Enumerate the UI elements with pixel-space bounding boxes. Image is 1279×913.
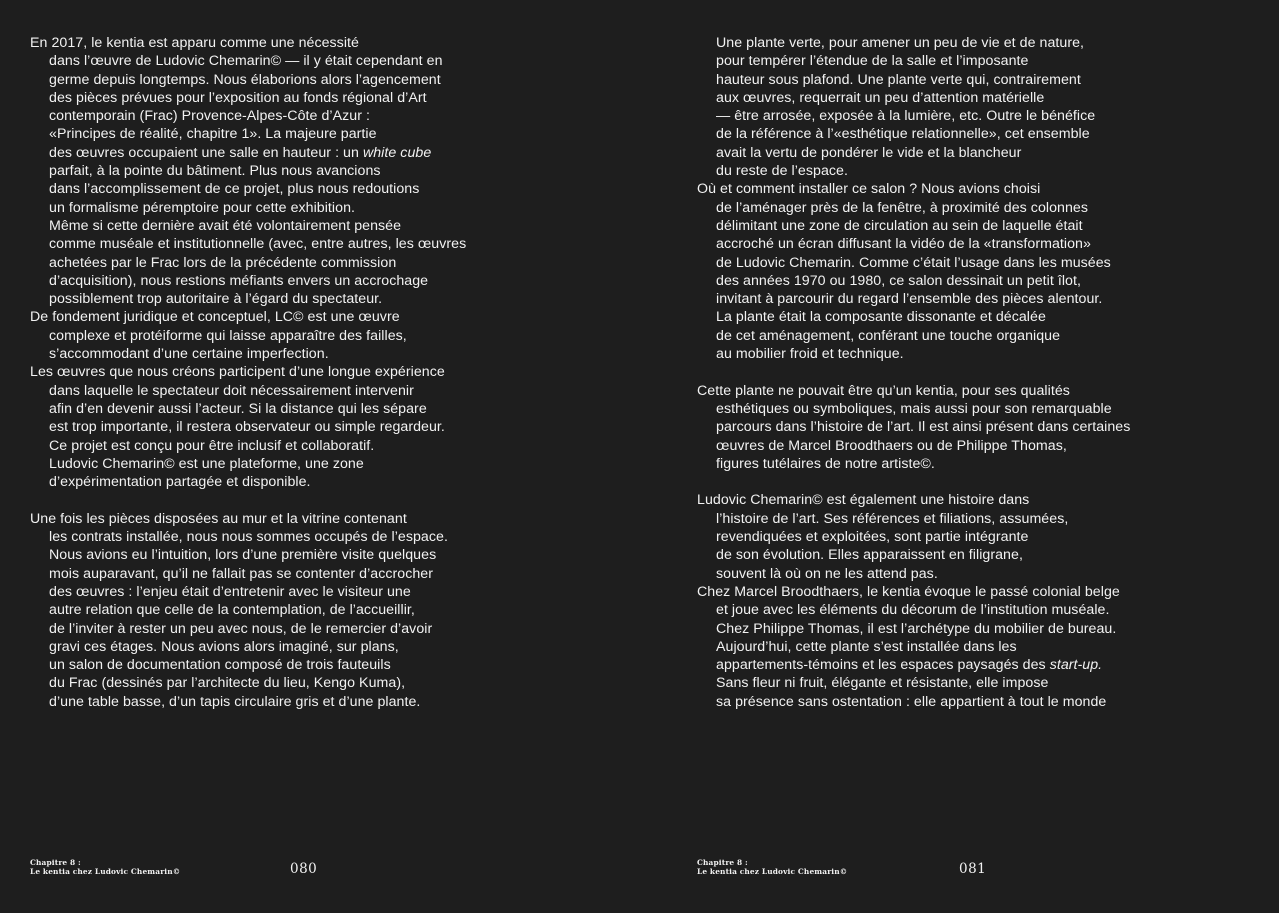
- text-line: Une fois les pièces disposées au mur et la vitrine contenant: [30, 510, 407, 527]
- text-line: Aujourd’hui, cette plante s’est installée dans les: [716, 638, 1017, 655]
- text-line: [697, 656, 1130, 674]
- text-line: s’accommodant d’une certaine imperfection.: [49, 346, 329, 363]
- text-line: figures tutélaires de notre artiste©.: [716, 455, 935, 472]
- page-number: 081: [959, 861, 987, 877]
- text-line: En 2017, le kentia est apparu comme une nécessité: [30, 35, 359, 51]
- text-line: accroché un écran diffusant la vidéo de la «transformation»: [716, 236, 1091, 253]
- text-line: et joue avec les éléments du décorum de l’institution muséale.: [716, 602, 1110, 619]
- text-line: contemporain (Frac) Provence-Alpes-Côte d’Azur :: [49, 108, 370, 125]
- text-line: dans laquelle le spectateur doit nécessairement intervenir: [49, 382, 414, 399]
- italic-term: start-up.: [1049, 657, 1103, 674]
- text-line: Une plante verte, pour amener un peu de vie et de nature,: [716, 35, 1085, 51]
- text-line: œuvres de Marcel Broodthaers ou de Philippe Thomas,: [716, 437, 1067, 454]
- right-page: [640, 0, 1279, 913]
- text-line: «Principes de réalité, chapitre 1». La majeure partie: [49, 126, 377, 143]
- text-line: dans l’œuvre de Ludovic Chemarin© — il y était cependant en: [49, 53, 443, 70]
- text-line: de Ludovic Chemarin. Comme c’était l’usage dans les musées: [716, 254, 1111, 271]
- text-line: parfait, à la pointe du bâtiment. Plus nous avancions: [49, 163, 381, 180]
- text-run: appartements-témoins et les espaces paysagés des: [716, 657, 1050, 674]
- text-line: Chez Marcel Broodthaers, le kentia évoque le passé colonial belge: [697, 583, 1120, 600]
- text-line: revendiquées et exploitées, sont partie intégrante: [716, 529, 1029, 546]
- text-line: de l’inviter à rester un peu avec nous, de le remercier d’avoir: [49, 620, 433, 637]
- text-line: autre relation que celle de la contemplation, de l’accueillir,: [49, 602, 415, 619]
- chapter-label: Chapitre 8 :: [697, 858, 748, 867]
- text-line: La plante était la composante dissonante et décalée: [716, 309, 1046, 326]
- text-line: est trop importante, il restera observateur ou simple regardeur.: [49, 419, 445, 436]
- text-line: les contrats installée, nous nous sommes occupés de l’espace.: [49, 529, 448, 546]
- text-line: de l’aménager près de la fenêtre, à proximité des colonnes: [716, 199, 1088, 216]
- text-line: Nous avions eu l’intuition, lors d’une première visite quelques: [49, 547, 437, 564]
- right-page-body: [697, 34, 1130, 711]
- text-line: avait la vertu de pondérer le vide et la blancheur: [716, 144, 1022, 161]
- paragraph-gap: [697, 473, 1130, 491]
- text-line: dans l’accomplissement de ce projet, plus nous redoutions: [49, 181, 420, 198]
- text-line: hauteur sous plafond. Une plante verte qui, contrairement: [716, 71, 1081, 88]
- text-line: du Frac (dessinés par l’architecte du lieu, Kengo Kuma),: [49, 675, 406, 692]
- text-line: un formalisme péremptoire pour cette exhibition.: [49, 199, 356, 216]
- text-line: esthétiques ou symboliques, mais aussi pour son remarquable: [716, 400, 1112, 417]
- running-head: [697, 859, 847, 876]
- text-line: germe depuis longtemps. Nous élaborions alors l’agencement: [49, 71, 441, 88]
- text-line: l’histoire de l’art. Ses références et filiations, assumées,: [716, 510, 1069, 527]
- text-line: pour tempérer l’étendue de la salle et l’imposante: [716, 53, 1029, 70]
- text-line: invitant à parcourir du regard l’ensemble des pièces alentour.: [716, 291, 1103, 308]
- paragraph-3: [30, 363, 466, 491]
- text-line: de son évolution. Elles apparaissent en filigrane,: [716, 547, 1023, 564]
- text-line: des pièces prévues pour l’exposition au fonds régional d’Art: [49, 89, 427, 106]
- text-line: De fondement juridique et conceptuel, LC© est une œuvre: [30, 309, 400, 326]
- text-line: comme muséale et institutionnelle (avec, entre autres, les œuvres: [49, 236, 467, 253]
- paragraph-2: [30, 308, 466, 363]
- text-line: aux œuvres, requerrait un peu d’attention matérielle: [716, 89, 1045, 106]
- text-line: au mobilier froid et technique.: [716, 346, 904, 363]
- text-line: Ce projet est conçu pour être inclusif et collaboratif.: [49, 437, 375, 454]
- text-line: du reste de l’espace.: [716, 163, 848, 180]
- paragraph-4: [30, 510, 466, 711]
- paragraph-1: [30, 34, 466, 308]
- text-line: d’expérimentation partagée et disponible.: [49, 474, 311, 491]
- text-line: Où et comment installer ce salon ? Nous avions choisi: [697, 181, 1041, 198]
- text-line: Même si cette dernière avait été volontairement pensée: [49, 217, 402, 234]
- paragraph-gap: [697, 363, 1130, 381]
- text-line: Chez Philippe Thomas, il est l’archétype du mobilier de bureau.: [716, 620, 1117, 637]
- text-line: un salon de documentation composé de trois fauteuils: [49, 657, 391, 674]
- left-page-body: [30, 34, 466, 711]
- text-line: sa présence sans ostentation : elle appartient à tout le monde: [716, 693, 1107, 710]
- text-line: souvent là où on ne les attend pas.: [716, 565, 938, 582]
- text-line: afin d’en devenir aussi l’acteur. Si la distance qui les sépare: [49, 400, 427, 417]
- text-line: délimitant une zone de circulation au sein de laquelle était: [716, 217, 1083, 234]
- text-line: des œuvres : l’enjeu était d’entretenir avec le visiteur une: [49, 583, 411, 600]
- paragraph-8: [697, 491, 1130, 582]
- text-line: des années 1970 ou 1980, ce salon dessinait un petit îlot,: [716, 272, 1081, 289]
- chapter-title: Le kentia chez Ludovic Chemarin©: [697, 866, 848, 876]
- paragraph-7: [697, 382, 1130, 473]
- italic-term: white cube: [362, 144, 432, 161]
- text-line: Ludovic Chemarin© est également une histoire dans: [697, 492, 1030, 509]
- text-line: Cette plante ne pouvait être qu’un kentia, pour ses qualités: [697, 382, 1070, 399]
- text-line: gravi ces étages. Nous avions alors imaginé, sur plans,: [49, 638, 399, 655]
- text-run: des œuvres occupaient une salle en hauteur : un: [49, 144, 363, 161]
- text-line: de la référence à l’«esthétique relationnelle», cet ensemble: [716, 126, 1090, 143]
- text-line: mois auparavant, qu’il ne fallait pas se contenter d’accrocher: [49, 565, 434, 582]
- paragraph-9: [697, 583, 1130, 711]
- text-line: — être arrosée, exposée à la lumière, etc. Outre le bénéfice: [716, 108, 1096, 125]
- text-line: complexe et protéiforme qui laisse apparaître des failles,: [49, 327, 407, 344]
- text-line: Les œuvres que nous créons participent d’une longue expérience: [30, 364, 445, 381]
- paragraph-gap: [30, 491, 466, 509]
- paragraph-5: [697, 34, 1130, 180]
- chapter-title: Le kentia chez Ludovic Chemarin©: [30, 866, 181, 876]
- text-line: d’une table basse, d’un tapis circulaire gris et d’une plante.: [49, 693, 421, 710]
- chapter-label: Chapitre 8 :: [30, 858, 81, 867]
- paragraph-6: [697, 180, 1130, 363]
- running-head: [30, 859, 180, 876]
- page-number: 080: [290, 861, 318, 877]
- text-line: Sans fleur ni fruit, élégante et résistante, elle impose: [716, 675, 1049, 692]
- text-line: parcours dans l’histoire de l’art. Il est ainsi présent dans certaines: [716, 419, 1131, 436]
- text-line: Ludovic Chemarin© est une plateforme, une zone: [49, 455, 364, 472]
- text-line: possiblement trop autoritaire à l’égard du spectateur.: [49, 291, 383, 308]
- text-line: [30, 144, 466, 162]
- text-line: de cet aménagement, conférant une touche organique: [716, 327, 1061, 344]
- text-line: achetées par le Frac lors de la précédente commission: [49, 254, 397, 271]
- text-line: d’acquisition), nous restions méfiants envers un accrochage: [49, 272, 429, 289]
